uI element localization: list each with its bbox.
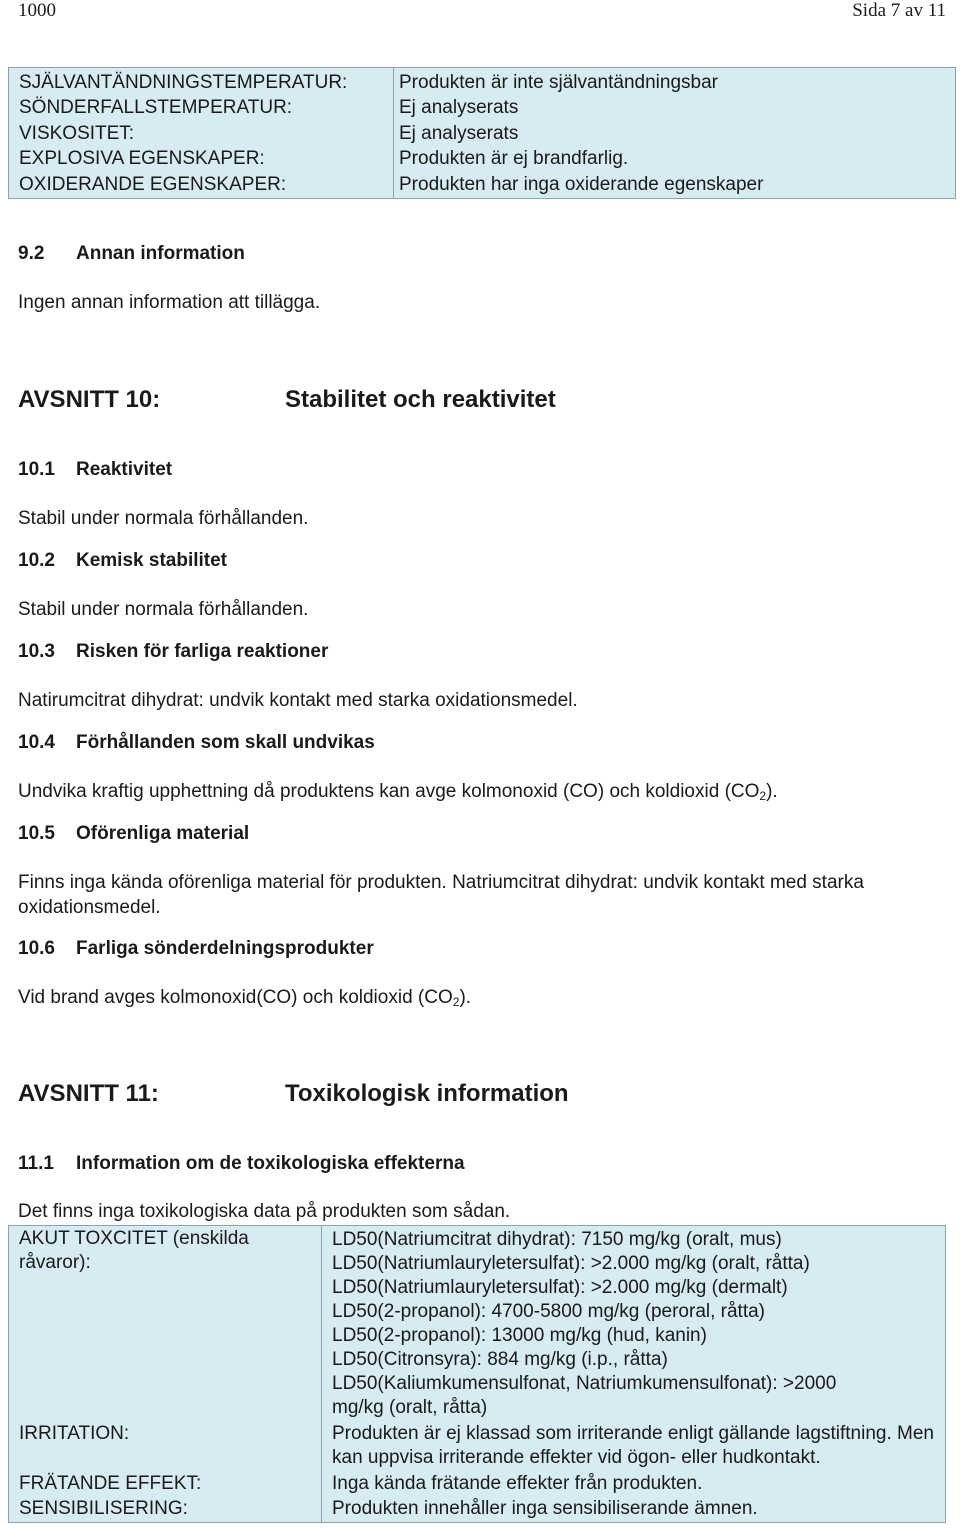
property-label: VISKOSITET: [19,123,135,144]
section-number: 10.1 [18,459,55,480]
section-heading-10-5 [18,823,249,845]
section-number: 10.5 [18,823,55,844]
fratande-label: FRÄTANDE EFFEKT: [19,1473,202,1494]
section-heading-10-2 [18,550,227,572]
property-value: Ej analyserats [399,123,519,144]
akut-toxicitet-values [332,1228,942,1420]
section-text-10-5: Finns inga kända oförenliga material för produkten. Natriumcitrat dihydrat: undvik kontakt med starka oxidationsmedel. [18,872,864,918]
section-heading-10-1 [18,459,172,481]
section-title: Reaktivitet [76,459,173,480]
properties-table [8,67,956,199]
section-text-9-2: Ingen annan information att tillägga. [18,292,321,313]
section-text-10-6 [18,985,938,1015]
property-value: Produkten är ej brandfarlig. [399,148,629,169]
section-number: 10.2 [18,550,55,571]
document-number: 1000 [18,0,56,21]
page-indicator: Sida 7 av 11 [852,0,946,21]
section-heading-10-4 [18,732,375,754]
property-value: Produkten är inte självantändningsbar [399,72,718,93]
akut-toxicitet-label: AKUT TOXCITET (enskilda råvaror): [19,1228,249,1273]
table-row [9,72,955,97]
list-item: LD50(Natriumlauryletersulfat): >2.000 mg/kg (dermalt) [332,1277,788,1298]
text-part: Vid brand avges kolmonoxid(CO) och koldioxid (CO [18,987,453,1008]
section-title: Information om de toxikologiska effekterna [76,1153,465,1174]
sensibilisering-value: Produkten innehåller inga sensibiliserande ämnen. [332,1498,758,1519]
list-item: LD50(Citronsyra): 884 mg/kg (i.p., råtta) [332,1349,668,1370]
list-item: LD50(Kaliumkumensulfonat, Natriumkumensulfonat): >2000 mg/kg (oralt, råtta) [332,1373,837,1418]
list-item: LD50(2-propanol): 4700-5800 mg/kg (peroral, råtta) [332,1301,766,1322]
table-row [9,97,955,122]
fratande-value: Inga kända frätande effekter från produkten. [332,1473,703,1494]
table-row [9,123,955,148]
property-label: EXPLOSIVA EGENSKAPER: [19,148,265,169]
table-row [9,148,955,173]
section-heading-10-3 [18,641,328,663]
toxicology-table [8,1225,946,1523]
section-heading-9-2 [18,243,245,265]
section-number: 10.6 [18,938,55,959]
subscript: 2 [452,995,460,1009]
property-label: SJÄLVANTÄNDNINGSTEMPERATUR: [19,72,348,93]
section-number: 11.1 [18,1153,54,1174]
table-row [9,174,955,199]
text-part: Undvika kraftig upphettning då produktens kan avge kolmonoxid (CO) och koldioxid (CO [18,781,760,802]
section-title: Risken för farliga reaktioner [76,641,329,662]
list-item: LD50(2-propanol): 13000 mg/kg (hud, kanin) [332,1325,707,1346]
section-title: Annan information [76,243,245,264]
subscript: 2 [759,789,767,803]
section-number: 10.4 [18,732,55,753]
section-heading-11-1 [18,1153,465,1175]
property-label: SÖNDERFALLSTEMPERATUR: [19,97,293,118]
table-divider [321,1226,322,1522]
avsnitt-11-label: AVSNITT 11: [18,1080,159,1107]
section-text-10-2: Stabil under normala förhållanden. [18,599,309,620]
text-part: ). [459,987,472,1008]
section-text-11-1: Det finns inga toxikologiska data på produkten som sådan. [18,1201,511,1222]
list-item: LD50(Natriumlauryletersulfat): >2.000 mg/kg (oralt, råtta) [332,1253,810,1274]
irritation-value: Produkten är ej klassad som irriterande enligt gällande lagstiftning. Men kan uppvisa irriterande effekter vid ögon- eller hudkontakt. [332,1423,934,1468]
section-number: 10.3 [18,641,55,662]
section-title: Förhållanden som skall undvikas [76,732,375,753]
section-title: Oförenliga material [76,823,250,844]
section-text-10-1: Stabil under normala förhållanden. [18,508,309,529]
avsnitt-10-label: AVSNITT 10: [18,386,161,413]
avsnitt-11-title: Toxikologisk information [285,1080,569,1107]
section-heading-10-6 [18,938,374,960]
property-value: Ej analyserats [399,97,519,118]
section-text-10-4 [18,779,938,809]
property-label: OXIDERANDE EGENSKAPER: [19,174,287,195]
list-item: LD50(Natriumcitrat dihydrat): 7150 mg/kg (oralt, mus) [332,1229,782,1250]
irritation-label: IRRITATION: [19,1423,130,1444]
property-value: Produkten har inga oxiderande egenskaper [399,174,764,195]
text-part: ). [766,781,778,802]
section-title: Farliga sönderdelningsprodukter [76,938,374,959]
section-text-10-3: Natirumcitrat dihydrat: undvik kontakt med starka oxidationsmedel. [18,690,578,711]
section-number: 9.2 [18,243,45,264]
section-title: Kemisk stabilitet [76,550,227,571]
avsnitt-10-title: Stabilitet och reaktivitet [285,386,556,413]
sensibilisering-label: SENSIBILISERING: [19,1498,188,1519]
